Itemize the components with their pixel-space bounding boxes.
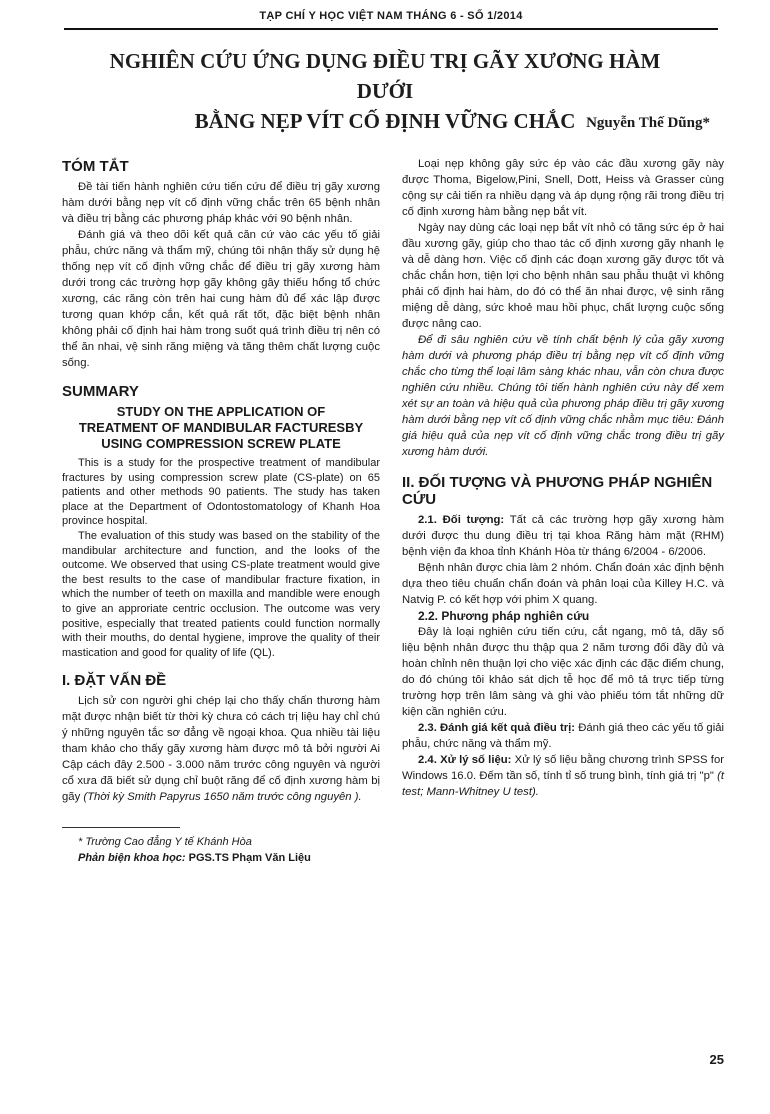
intro-paragraph-4: Để đi sâu nghiên cứu về tính chất bệnh lý của gãy xương hàm dưới và phương pháp điều trị bằng nẹp vít cố định vững chắc cho từng thể loại lâm sàng khác nhau, vẫn còn chưa được nghiên cứu nhiều. Chúng tôi tiến hành nghiên cứu này để xem xét sự an toàn và hiệu quả của phương pháp điều trị gãy xương hàm dưới bằng nẹp vít cố định vững chắc nhằm mục tiêu: Đánh giá hiệu quả của nẹp vít cố định vững chắc trong điều trị gãy xương hàm dưới. [402,334,724,458]
methods-2-2-heading: 2.2. Phương pháp nghiên cứu [418,609,590,623]
footnote-rule [62,827,180,828]
intro-paragraph-1 [62,693,380,805]
summary-body [62,456,380,660]
methods-2-4-label: 2.4. Xử lý số liệu: [418,754,512,766]
methods-2-4 [402,752,724,800]
methods-2-1 [402,512,724,560]
running-head: TẠP CHÍ Y HỌC VIỆT NAM THÁNG 6 - SỐ 1/2014 [259,10,523,22]
summary-subtitle-line-3: USING COMPRESSION SCREW PLATE [101,436,341,451]
summary-subtitle-line-1: STUDY ON THE APPLICATION OF [116,404,326,419]
tomtat-paragraph-2: Đánh giá và theo dõi kết quả căn cứ vào các yếu tố giải phẫu, chức năng và thẩm mỹ, chúng tôi nhận thấy sử dụng hệ thống nẹp vít cố định vững chắc để điều trị gãy xương hàm dưới trong các trường hợp gãy không gây thiếu hổng tổ chức xương, các răng còn trên hai cung hàm đủ để xác lập được tương quan khớp cắn, kết quả rất tốt, đặc biệt bệnh nhân không phải cố định hai hàm trong suốt quá trình điều trị nên có thể ăn nhai, vệ sinh răng miệng và tăng thêm chất lượng cuộc sống. [62,229,380,369]
journal-header [64,6,718,34]
intro-paragraph-1-italic: (Thời kỳ Smith Papyrus 1650 năm trước công nguyên ). [83,791,362,804]
methods-2-1-paragraph-2: Bệnh nhân được chia làm 2 nhóm. Chẩn đoán xác định bệnh dựa theo tiêu chuẩn chẩn đoán và phân loại của Killey H.C. và Natvig P. có kết hợp với phim X quang. [402,562,724,606]
methods-2-4-text: Xử lý số liệu bằng chương trình SPSS for Windows 16.0. Đếm tần số, tính tỉ số trung bình, tính giá trị "p" [402,754,724,782]
right-column [402,150,724,800]
methods-2-3-label: 2.3. Đánh giá kết quả điều trị: [418,722,576,734]
summary-subtitle-line-2: TREATMENT OF MANDIBULAR FACTURESBY [78,420,364,435]
methods-2-1-text: Tất cả các trường hợp gãy xương hàm dưới được thu dung điều trị tại khoa Răng hàm mặt (RHM) bệnh viện đa khoa tỉnh Khánh Hòa từ tháng 6/2004 - 6/2006. [402,514,724,558]
methods-2-4-italic: (t test; Mann-Whitney U test). [402,770,724,798]
methods-heading: II. ĐỐI TƯỢNG VÀ PHƯƠNG PHÁP NGHIÊN CỨU [402,474,713,508]
methods-2-1-label: 2.1. Đối tượng: [418,514,505,526]
tomtat-paragraph-1: Đề tài tiến hành nghiên cứu tiến cứu để điều trị gãy xương hàm dưới bằng nẹp vít cố định vững chắc trên 65 bệnh nhân và điều trị bằng các phương pháp khác với 90 bệnh nhân. [62,181,380,225]
reviewer-label: Phản biện khoa học: [78,852,186,865]
intro-paragraph-2: Loại nẹp không gây sức ép vào các đầu xương gãy này được Thoma, Bigelow,Pini, Snell, Dott, Heiss và Grasser cùng cộng sự cải tiến ra nhiều dạng và áp dụng rộng rãi trong điều trị cố định xương hàm bằng nẹp bắt vít. [402,158,724,218]
title-line-1: NGHIÊN CỨU ỨNG DỤNG ĐIỀU TRỊ GÃY XƯƠNG HÀM DƯỚI [109,49,661,103]
methods-2-3-text: Đánh giá theo các yếu tố giải phẫu, chức năng và thẩm mỹ. [402,722,725,750]
tomtat-heading: TÓM TẮT [62,158,129,175]
intro-heading: I. ĐẶT VẤN ĐỀ [62,672,167,690]
page-number: 25 [709,1052,724,1067]
summary-heading: SUMMARY [62,383,139,400]
intro-paragraph-1-text: Lịch sử con người ghi chép lại cho thấy chấn thương hàm mặt được nhận biết từ thời kỳ chưa có cách trị liệu hay chỉ chú ý những nguyên tắc sơ đẳng về ngoại khoa. Qua nhiều tài liệu tham khảo cho thấy gãy xương hàm được mô tả bởi người Ai Cập cách đây 2.500 - 3.000 năm trước công nguyên và người cổ xưa đã biết sử dụng chỉ buột răng để cố định xương hàm bị gãy [62,695,380,804]
summary-paragraph-1: This is a study for the prospective treatment of mandibular fractures by using compression screw plate (CS-plate) on 65 patients and other methods 90 patients. The study has taken place at the Department of Odontostomatology of Khanh Hoa province hospital. [62,457,380,528]
summary-subtitle [62,404,380,452]
header-rule [64,28,718,30]
author: Nguyễn Thế Dũng* [586,115,710,131]
summary-paragraph-2: The evaluation of this study was based on the stability of the mandibular architecture and function, and the looks of the outcome. We observed that using CS-plate treatment would give the best results to the case of mandibular fracture fixation, in which the number of teeth on maxilla and mandible were enough to give an approriate centric occlusion. The outcome was very positive, especially that treated patients could function normally with their mouths, do dental hygiene, improve the quality of their mastication and good for quality of life (QL). [62,529,380,659]
title-line-2: BẰNG NẸP VÍT CỐ ĐỊNH VỮNG CHẮC [194,109,576,133]
footnote-affiliation: * Trường Cao đẳng Y tế Khánh Hòa [78,836,252,849]
methods-2-2-text: Đây là loại nghiên cứu tiến cứu, cắt ngang, mô tả, dãy số liệu bệnh nhân được thu thập qua 2 năm tương đối đầy đủ và hoàn chỉnh nên thuận lợi cho việc xác định các đặc điểm chung, do đó chúng tôi khảo sát dịch tễ học để mô tả trực tiếp từng trường hợp trên lâm sàng và ghi vào phiếu tóm tắt những dữ kiện cần nghiên cứu. [402,626,724,718]
methods-2-3 [402,720,724,752]
intro-paragraph-3: Ngày nay dùng các loại nẹp bắt vít nhỏ có tăng sức ép ở hai đầu xương gãy, giúp cho thao tác cố định xương gãy nhanh lẹ và dễ dàng hơn. Việc cố định các đoạn xương gãy được tốt và chắc chắn hơn, tiện lợi cho bệnh nhân sau phẫu thuật vì không phải cố định hai hàm, do đó có thể ăn nhai được, vệ sinh răng miệng dễ dàng, sức khoẻ mau hồi phục, chất lượng cuộc sống được nâng cao. [402,222,724,330]
footnote-reviewer [62,850,380,866]
reviewer-name: PGS.TS Phạm Văn Liệu [185,852,311,865]
left-column [62,150,380,866]
